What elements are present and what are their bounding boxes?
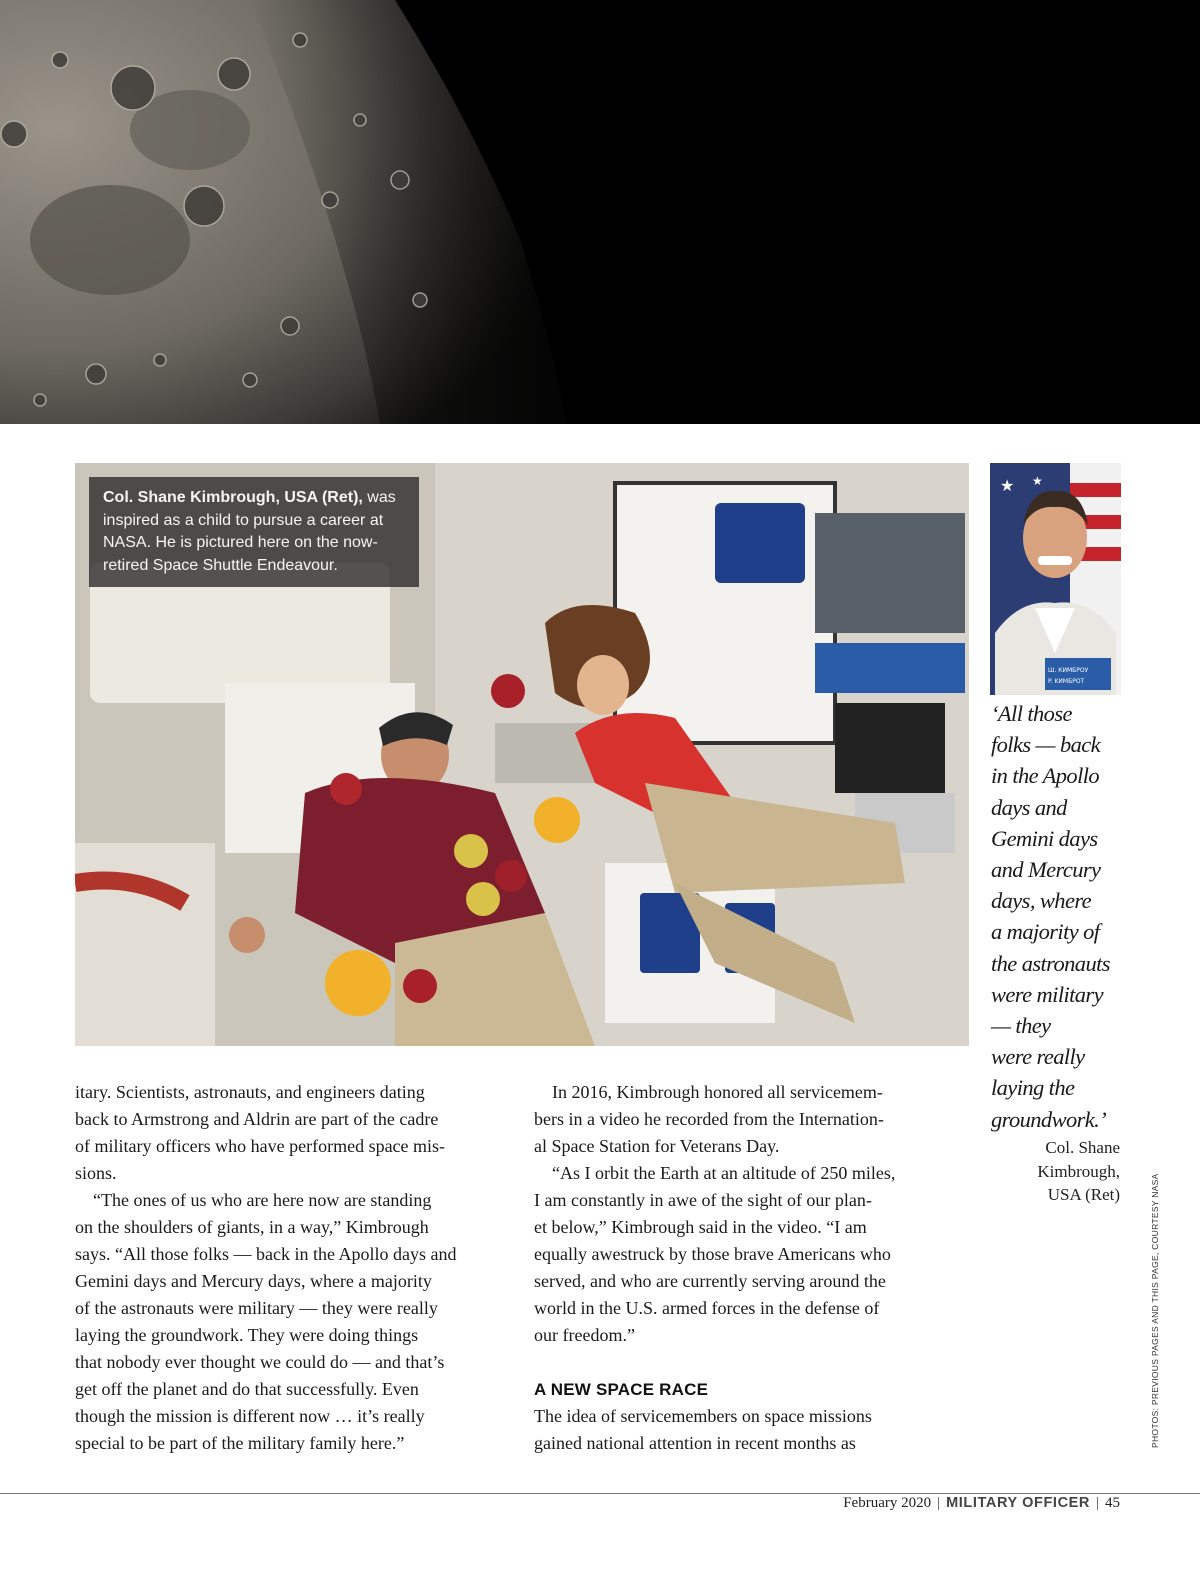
article-line: bers in a video he recorded from the Internation-	[534, 1109, 884, 1129]
caption-text: was inspired as a child to pursue a career at NASA. He is pictured here on the now-retired Space Shuttle Endeavour.	[103, 489, 396, 574]
article-line: special to be part of the military family here.”	[75, 1433, 405, 1453]
footer-rule	[0, 1493, 1200, 1494]
article-line: our freedom.”	[534, 1325, 635, 1345]
pull-quote-line: the astronauts	[991, 950, 1110, 976]
svg-text:★: ★	[1032, 474, 1043, 488]
pull-quote	[991, 698, 1131, 1135]
pull-quote-line: days and	[991, 794, 1067, 820]
patch-text-2: P. KИМБРОТ	[1048, 678, 1085, 685]
section-subhead: A NEW SPACE RACE	[534, 1380, 709, 1399]
article-line: get off the planet and do that successfully. Even	[75, 1379, 419, 1399]
patch-text-1: Ш. КИМБРОУ	[1048, 667, 1089, 674]
article-line: The idea of servicemembers on space missions	[534, 1406, 872, 1426]
pull-quote-attribution	[980, 1136, 1120, 1207]
pull-quote-line: groundwork.’	[991, 1106, 1107, 1132]
caption-name: Col. Shane Kimbrough, USA (Ret),	[103, 489, 363, 506]
moon-hero-image	[0, 0, 1200, 424]
article-line: though the mission is different now … it’s really	[75, 1406, 425, 1426]
astronaut-portrait	[990, 463, 1121, 695]
article-line: “The ones of us who are here now are standing	[93, 1190, 432, 1210]
article-line: et below,” Kimbrough said in the video. “I am	[534, 1217, 867, 1237]
pull-quote-line: were really	[991, 1044, 1085, 1070]
pull-quote-line: folks — back	[991, 732, 1101, 758]
article-line: gained national attention in recent months as	[534, 1433, 856, 1453]
attribution-line: USA (Ret)	[1047, 1185, 1120, 1204]
page-folio	[843, 1495, 1120, 1512]
pull-quote-line: were military	[991, 981, 1103, 1007]
article-line: of military officers who have performed space mis-	[75, 1136, 446, 1156]
pull-quote-line: and Mercury	[991, 857, 1101, 883]
article-line: served, and who are currently serving around the	[534, 1271, 886, 1291]
pull-quote-line: — they	[991, 1013, 1051, 1039]
pull-quote-line: Gemini days	[991, 825, 1098, 851]
folio-separator: |	[1095, 1495, 1099, 1511]
article-line: says. “All those folks — back in the Apollo days and	[75, 1244, 457, 1264]
article-line: I am constantly in awe of the sight of our plan-	[534, 1190, 872, 1210]
attribution-line: Col. Shane	[1045, 1138, 1120, 1157]
article-line: equally awestruck by those brave Americans who	[534, 1244, 891, 1264]
article-line: “As I orbit the Earth at an altitude of 250 miles,	[552, 1163, 896, 1183]
article-line: al Space Station for Veterans Day.	[534, 1136, 780, 1156]
page-number: 45	[1105, 1495, 1120, 1511]
pull-quote-line: laying the	[991, 1075, 1075, 1101]
article-line: that nobody ever thought we could do — and that’s	[75, 1352, 445, 1372]
pull-quote-line: a majority of	[991, 919, 1100, 945]
attribution-line: Kimbrough,	[1037, 1161, 1120, 1181]
article-line: of the astronauts were military — they were really	[75, 1298, 438, 1318]
pull-quote-line: in the Apollo	[991, 763, 1100, 789]
issue-date: February 2020	[843, 1495, 932, 1511]
article-line: itary. Scientists, astronauts, and engineers dating	[75, 1082, 425, 1102]
magazine-name: MILITARY OFFICER	[946, 1495, 1090, 1511]
pull-quote-line: days, where	[991, 888, 1092, 914]
article-column-left	[75, 1079, 515, 1457]
article-line: back to Armstrong and Aldrin are part of the cadre	[75, 1109, 439, 1129]
article-line: laying the groundwork. They were doing things	[75, 1325, 419, 1345]
article-column-right	[534, 1079, 974, 1457]
article-line: Gemini days and Mercury days, where a majority	[75, 1271, 432, 1291]
folio-separator: |	[937, 1495, 941, 1511]
star-icon: ★	[1000, 476, 1015, 495]
article-line: sions.	[75, 1163, 117, 1183]
photo-credit: PHOTOS: PREVIOUS PAGES AND THIS PAGE, COURTESY NASA	[1150, 1173, 1160, 1448]
article-line: on the shoulders of giants, in a way,” Kimbrough	[75, 1217, 429, 1237]
photo-caption	[89, 477, 419, 587]
article-line: In 2016, Kimbrough honored all servicemem-	[552, 1082, 883, 1102]
article-line: world in the U.S. armed forces in the defense of	[534, 1298, 880, 1318]
pull-quote-line: ‘All those	[991, 701, 1072, 726]
